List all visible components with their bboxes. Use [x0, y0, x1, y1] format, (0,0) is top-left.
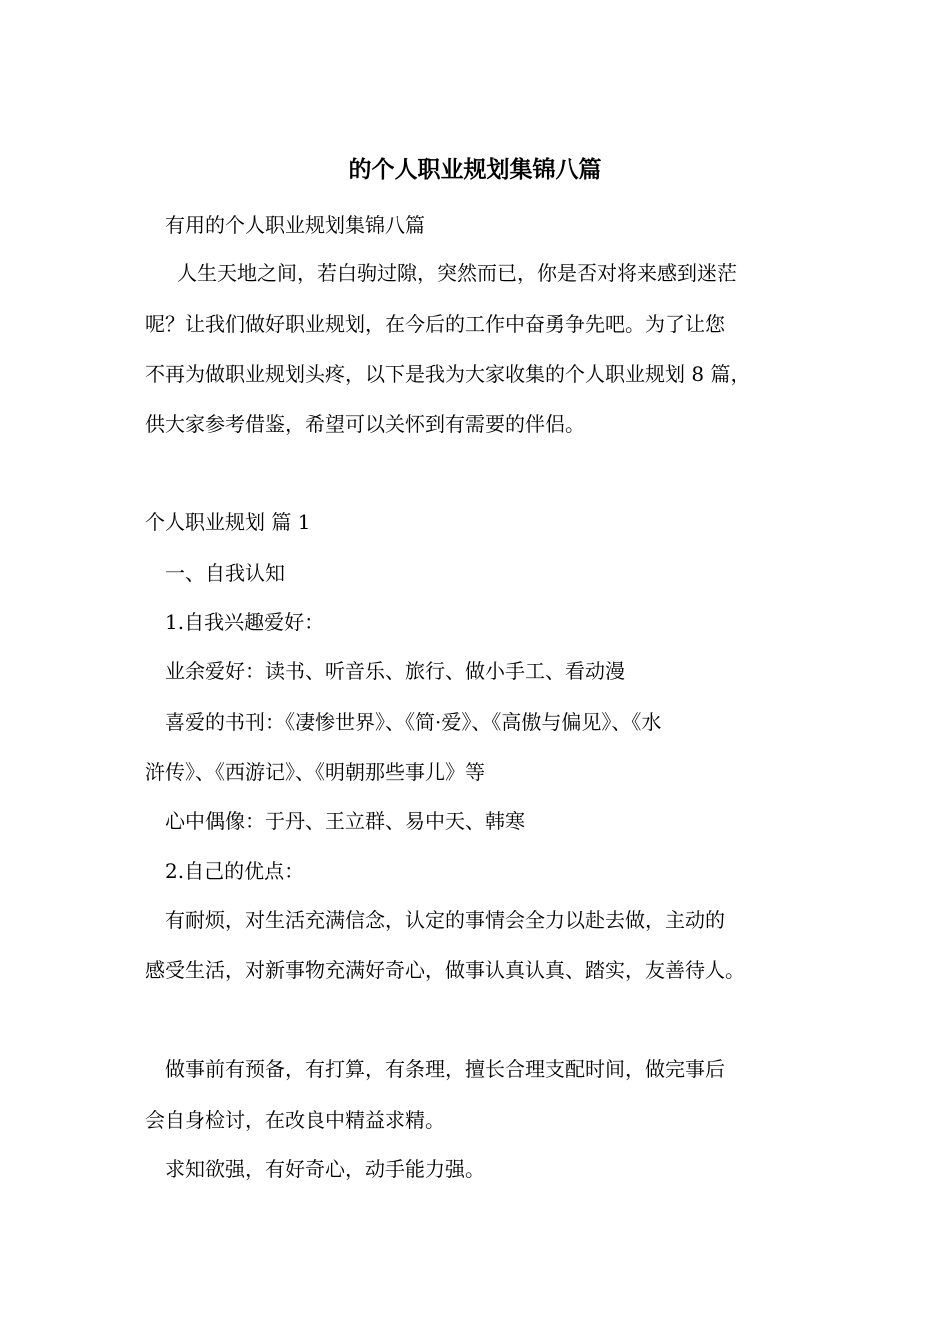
idols-line: 心中偶像：于丹、王立群、易中天、韩寒 — [165, 809, 525, 833]
strengths-para1-line-1: 有耐烦，对生活充满信念，认定的事情会全力以赴去做，主动的 — [165, 908, 725, 932]
item2-heading: 2.自己的优点： — [165, 859, 305, 883]
document-title: 的个人职业规划集锦八篇 — [348, 156, 602, 183]
intro-line-4: 供大家参考借鉴，希望可以关怀到有需要的伴侣。 — [145, 412, 585, 436]
hobbies-line: 业余爱好：读书、听音乐、旅行、做小手工、看动漫 — [165, 659, 625, 683]
strengths-para2-line-2: 会自身检讨，在改良中精益求精。 — [145, 1108, 445, 1132]
intro-line-1: 人生天地之间，若白驹过隙，突然而已，你是否对将来感到迷茫 — [177, 261, 737, 285]
books-line-2: 浒传》、《西游记》、《明朝那些事儿》等 — [145, 760, 485, 784]
strengths-para3: 求知欲强，有好奇心，动手能力强。 — [165, 1157, 485, 1181]
intro-line-3: 不再为做职业规划头疼，以下是我为大家收集的个人职业规划 8 篇， — [145, 362, 751, 386]
document-subtitle: 有用的个人职业规划集锦八篇 — [165, 213, 425, 237]
strengths-para2-line-1: 做事前有预备，有打算，有条理，擅长合理支配时间，做完事后 — [165, 1057, 725, 1081]
section-heading: 个人职业规划 篇 1 — [145, 510, 311, 534]
part-heading: 一、自我认知 — [165, 561, 285, 585]
books-line-1: 喜爱的书刊：《凄惨世界》、《简·爱》、《高傲与偏见》、《水 — [165, 710, 662, 734]
strengths-para1-line-2: 感受生活，对新事物充满好奇心，做事认真认真、踏实，友善待人。 — [145, 958, 745, 982]
item1-heading: 1.自我兴趣爱好： — [165, 610, 325, 634]
intro-line-2: 呢？让我们做好职业规划，在今后的工作中奋勇争先吧。为了让您 — [145, 312, 725, 336]
